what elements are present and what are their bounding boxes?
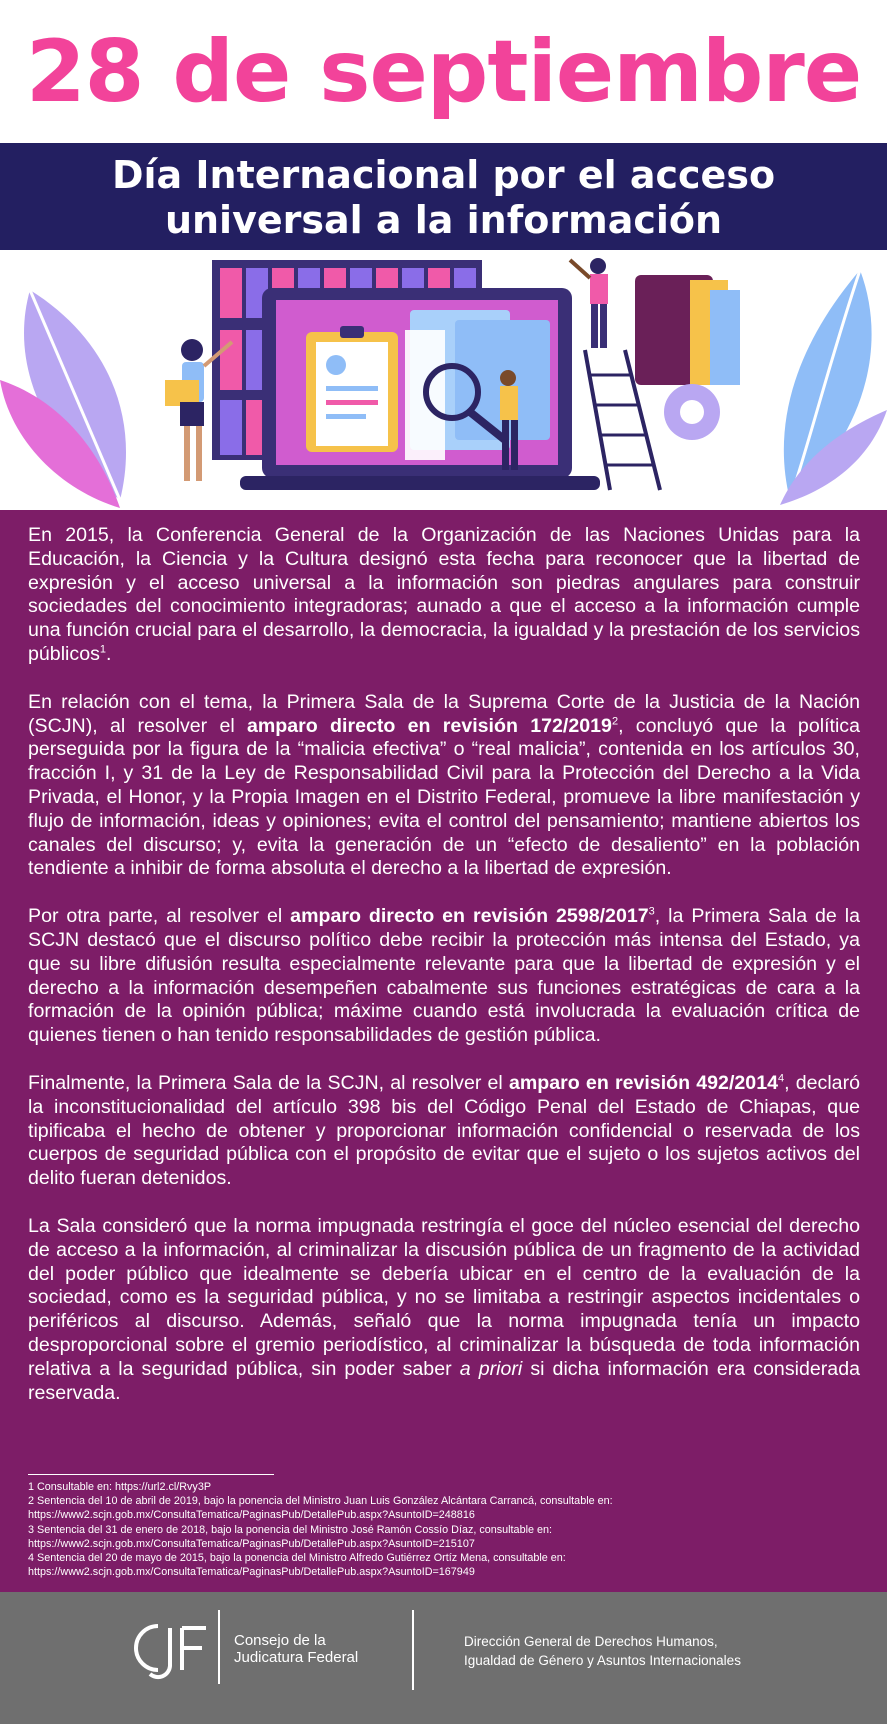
footer-divider xyxy=(412,1610,414,1690)
paragraph-1-end: . xyxy=(106,642,112,665)
subtitle xyxy=(0,143,887,243)
paragraph-4-text-b: , declaró la inconstitucionalidad del artículo 398 bis del Código Penal del Estado de Chiapas, que tipificaba el hecho de obtener y proporcionar información confidencial o reservada de los cuerpos de seguridad pública con el propósito de evitar que el sujeto o los sujetos activos del delito fueran detenidos. xyxy=(28,1071,861,1190)
org-name xyxy=(234,1632,358,1666)
paragraph-2-text-b: , concluyó que la política perseguida por la figura de la “malicia efectiva” o “real malicia”, contenida en los artículos 30, fracción I, y 31 de la Ley de Responsabilidad Civil para la Protección del Derecho a la Vida Privada, el Honor, y la Propia Imagen en el Distrito Federal, promueve la libre manifestación y flujo de información, ideas y opiniones; evita el control del pensamiento; mantiene abiertos los canales del discurso; y, evita la generación de un “efecto de desaliento” en la población tendiente a inhibir de forma absoluta el derecho a la libertad de expresión. xyxy=(28,714,861,880)
body-text xyxy=(28,524,860,1429)
footnote-4-link[interactable]: https://www2.scjn.gob.mx/ConsultaTematica/PaginasPub/DetallePub.aspx?AsuntoID=167949 xyxy=(28,1566,475,1579)
org-line-1: Consejo de la xyxy=(234,1632,326,1649)
footnote-3-link[interactable]: https://www2.scjn.gob.mx/ConsultaTematica/PaginasPub/DetallePub.aspx?AsuntoID=215107 xyxy=(28,1537,475,1550)
paragraph-5-text-a: La Sala consideró que la norma impugnada restringía el goce del núcleo esencial del derecho de acceso a la información, al criminalizar la discusión pública de un fragmento de la actividad del poder público que idealmente se debería ubicar en el centro de la evaluación de la sociedad, como es la seguridad pública, y no se limitaba a restringir aspectos incidentales o periféricos al discurso. Además, señaló que la norma impugnada tenía un impacto desproporcional sobre el gremio periodístico, al criminalizar la búsqueda de toda información relativa a la seguridad pública, sin poder saber xyxy=(28,1214,860,1380)
logo-divider xyxy=(218,1610,220,1684)
footnote-1: 1 Consultable en: https://url2.cl/Rvy3P xyxy=(28,1481,212,1493)
footnote-ref-1: 1 xyxy=(99,643,107,656)
date-title: 28 de septiembre xyxy=(25,22,862,122)
paragraph-5-text-b: si dicha información era considerada reservada. xyxy=(28,1357,860,1404)
paragraph-1 xyxy=(28,524,860,667)
case-ref-2598-2017: amparo directo en revisión 2598/2017 xyxy=(290,905,649,928)
footnote-4: 4 Sentencia del 20 de mayo de 2015, bajo la ponencia del Ministro Alfredo Gutiérrez Ortíz Mena, consultable en: xyxy=(28,1552,566,1565)
documents-computer-illustration xyxy=(0,250,887,510)
dept-line-1: Dirección General de Derechos Humanos, xyxy=(464,1634,718,1649)
illustration-svg xyxy=(0,250,887,510)
paragraph-5 xyxy=(28,1215,860,1405)
paragraph-3-text-b: , la Primera Sala de la SCJN destacó que el discurso político debe recibir la protección más intensa del Estado, ya que su libre difusión resulta especialmente relevante para que la libertad de expresión y el derecho a la información desempeñen cabalmente sus funciones estratégicas de cara a la formación de la opinión pública; máxime cuando está involucrada la evaluación crítica de quienes tienen o han tenido responsabilidades de gestión pública. xyxy=(28,905,861,1047)
org-line-2: Judicatura Federal xyxy=(234,1649,359,1666)
content-panel xyxy=(0,510,887,1592)
subtitle-line-1: Día Internacional por el acceso xyxy=(111,153,776,197)
footnote-2-link[interactable]: https://www2.scjn.gob.mx/ConsultaTematica/PaginasPub/DetallePub.aspx?AsuntoID=248816 xyxy=(28,1509,475,1522)
footer xyxy=(0,1592,887,1724)
cjf-logo-icon xyxy=(124,1616,216,1686)
footnote-3: 3 Sentencia del 31 de enero de 2018, bajo la ponencia del Ministro José Ramón Cossío Díaz, consultable en: xyxy=(28,1523,552,1536)
paragraph-2 xyxy=(28,691,860,881)
subtitle-line-2: universal a la información xyxy=(164,198,723,242)
title-area xyxy=(0,0,887,143)
a-priori-term: a priori xyxy=(459,1357,523,1380)
paragraph-2-text-a: En relación con el tema, la Primera Sala de la Suprema Corte de la Justicia de la Nación (SCJN), al resolver el xyxy=(28,690,860,737)
footnote-divider xyxy=(28,1474,274,1475)
case-ref-172-2019: amparo directo en revisión 172/2019 xyxy=(246,714,612,737)
footnote-ref-4: 4 xyxy=(778,1072,785,1085)
footnote-ref-2: 2 xyxy=(611,715,619,728)
dept-line-2: Igualdad de Género y Asuntos Internacionales xyxy=(464,1653,741,1668)
footnote-ref-3: 3 xyxy=(648,905,655,918)
paragraph-1-text: En 2015, la Conferencia General de la Organización de las Naciones Unidas para la Educación, la Ciencia y la Cultura designó esta fecha para reconocer que la libertad de expresión y el acceso universal a la información son piedras angulares para construir sociedades del conocimiento integradoras; aunado a que el acceso a la información cumple una función crucial para el desarrollo, la democracia, la igualdad y la prestación de los servicios públicos xyxy=(28,524,860,665)
case-ref-492-2014: amparo en revisión 492/2014 xyxy=(508,1071,778,1094)
department-name xyxy=(464,1632,741,1670)
paragraph-4-text-a: Finalmente, la Primera Sala de la SCJN, al resolver el xyxy=(28,1071,509,1094)
footnotes xyxy=(28,1474,868,1579)
footnote-2: 2 Sentencia del 10 de abril de 2019, bajo la ponencia del Ministro Juan Luis González Alcántara Carrancá, consultable en: xyxy=(28,1495,613,1508)
paragraph-4 xyxy=(28,1072,860,1191)
paragraph-3 xyxy=(28,905,860,1048)
paragraph-3-text-a: Por otra parte, al resolver el xyxy=(28,905,291,928)
subtitle-banner xyxy=(0,143,887,250)
